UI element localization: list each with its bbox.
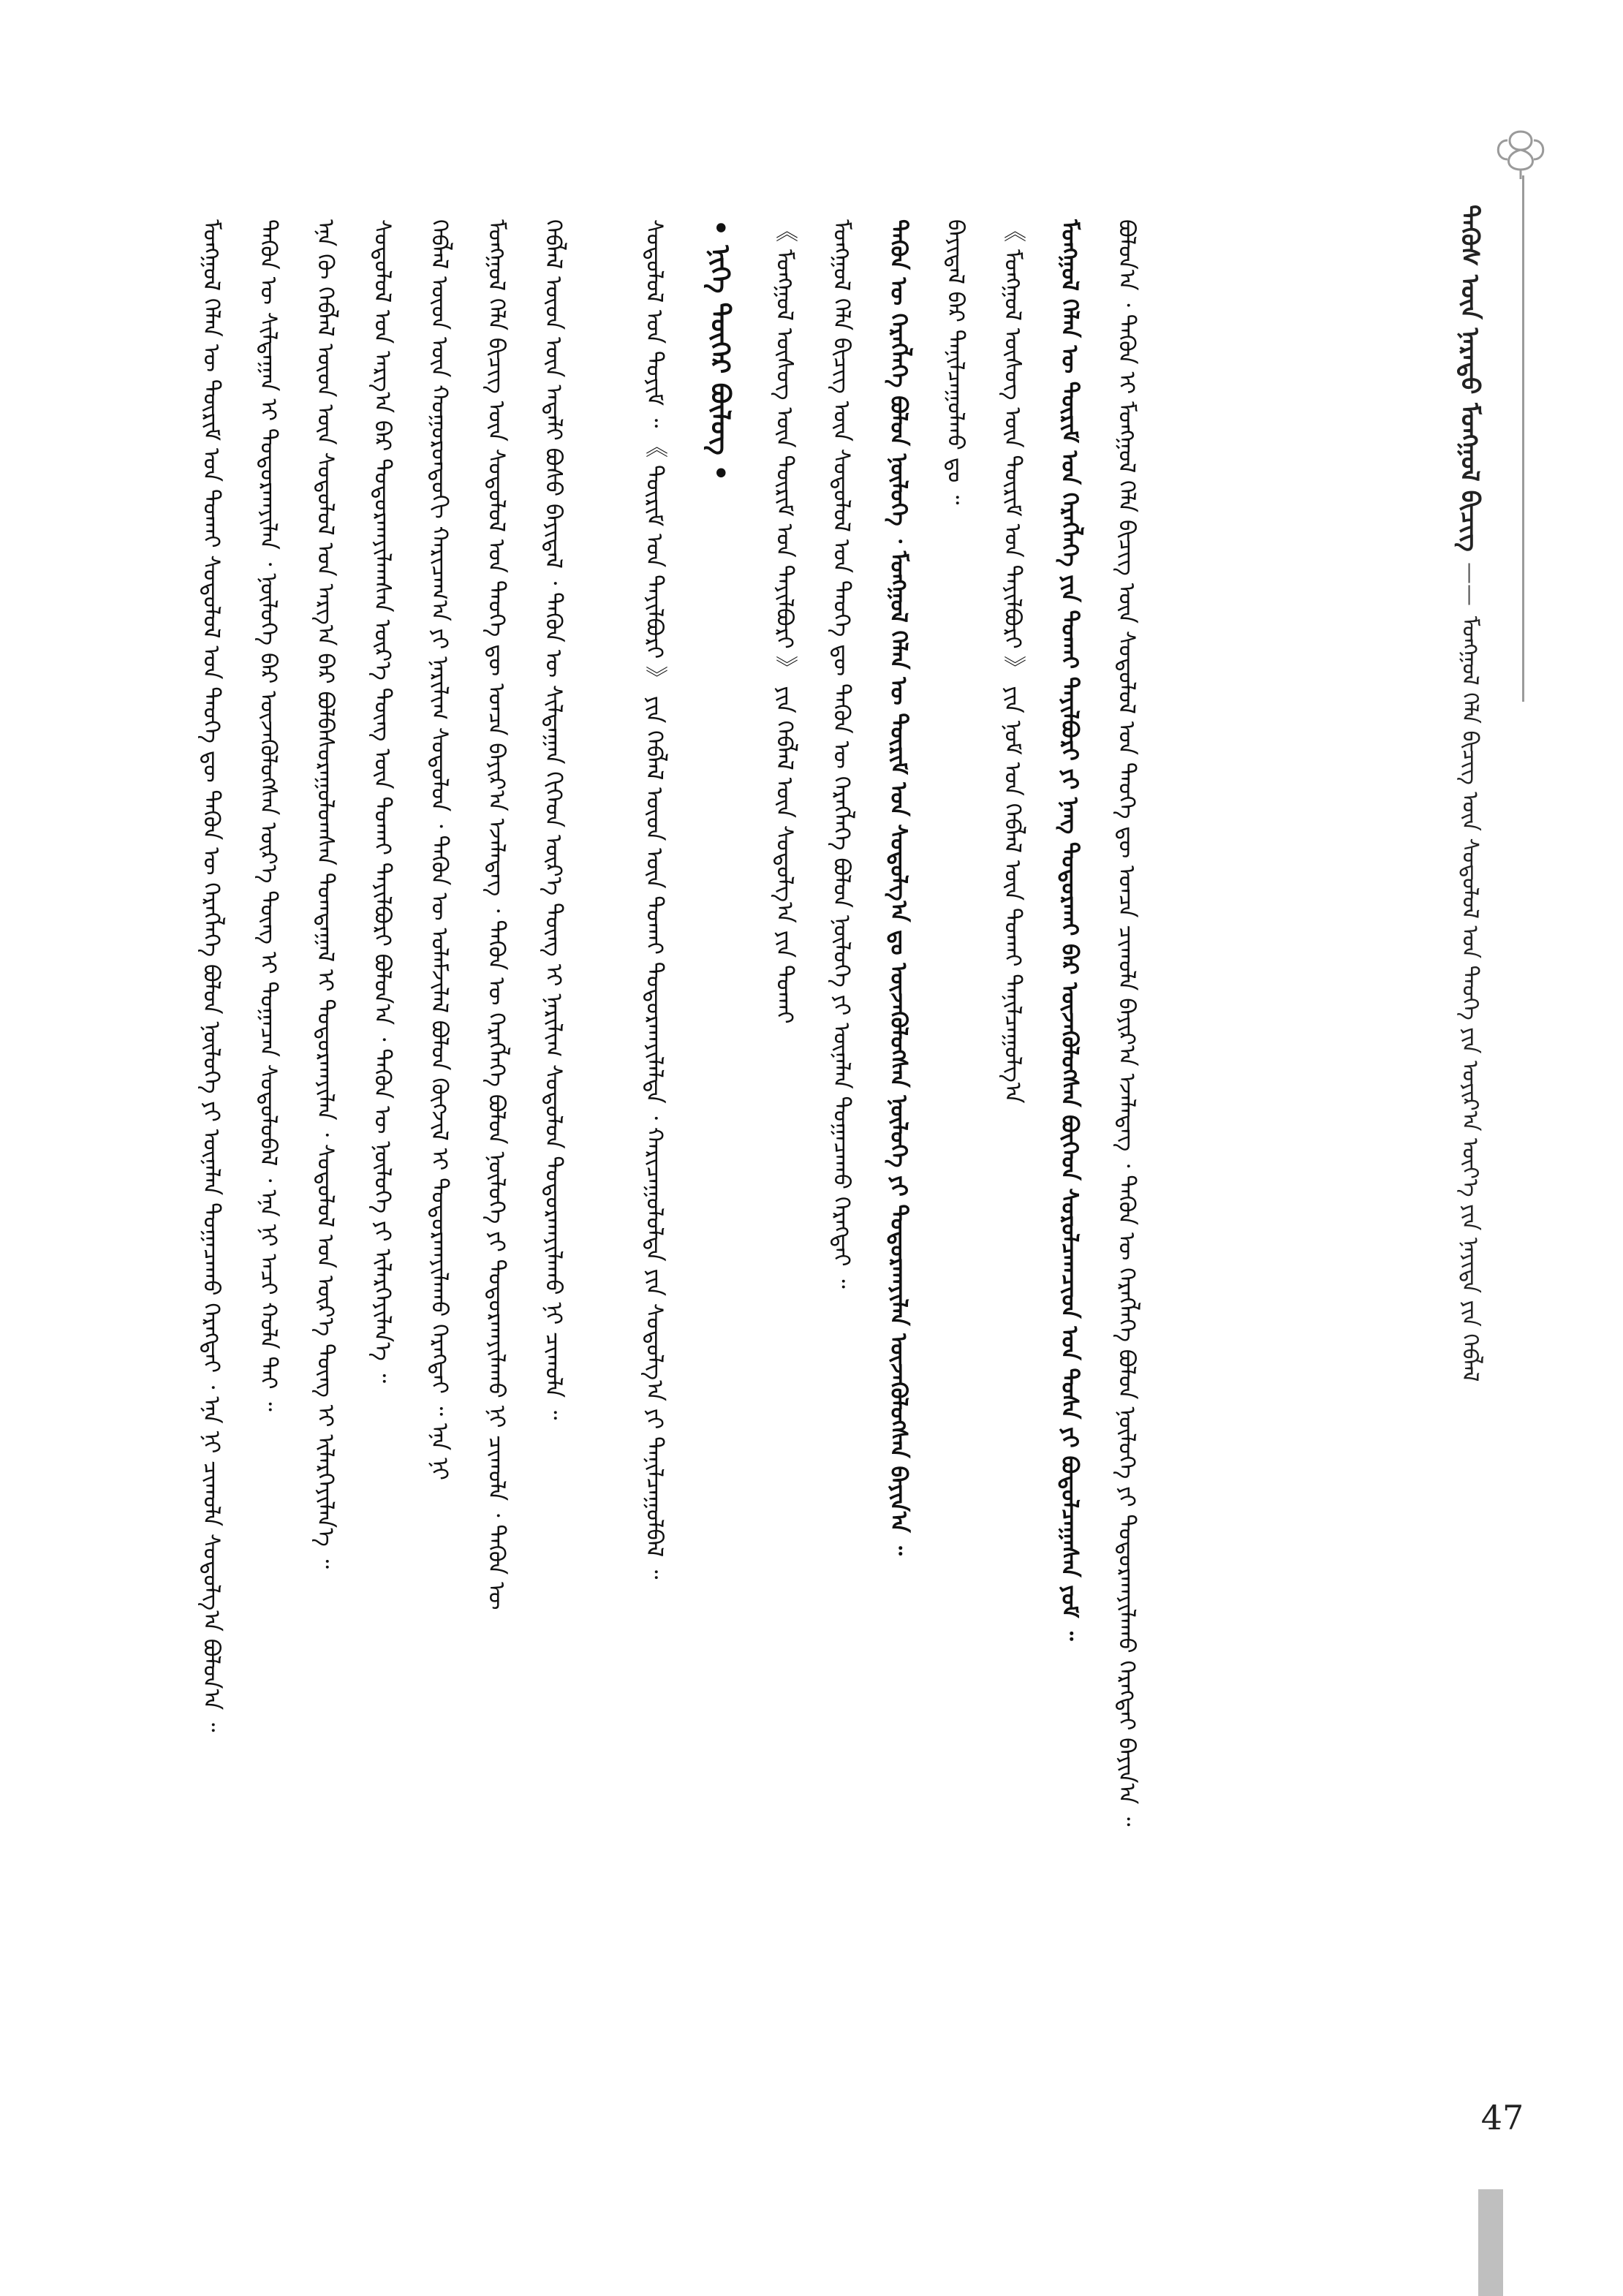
- text-column: ᠬᠡᠪᠯᠡᠯ ᠦᠳ ᠦᠨ ᠬᠣᠭᠣᠷᠤᠨᠳᠤᠬᠢ ᠬᠠᠷᠢᠴᠠᠭ᠎ᠠ ᠶᠢ ᠨᠠᠷᠢᠯᠢᠭ ᠰᠤᠳᠤᠯᠤᠨ ᠂ ᠲᠡᠭᠦᠨ ᠦ ᠤᠯᠠᠮᠵᠢᠯᠠᠯ ᠪᠣᠯᠤᠨ ᠬᠥᠭᠵᠢᠯ ᠢ ᠲᠣᠳᠣᠷᠬᠠᠶᠢᠯᠠᠬᠤ ᠬᠡᠷᠡᠭᠲᠡᠶ ᠃ ᠡᠨᠡ ᠨᠢ: [426, 219, 453, 1480]
- text-column: ᠮᠣᠩᠭᠣᠯ ᠬᠡᠯᠡ ᠪᠢᠴᠢᠭ ᠦᠨ ᠰᠤᠳᠤᠯᠤᠯ ᠤᠨ ᠲᠡᠦᠬᠡ ᠳᠦ ᠲᠡᠭᠦᠨ ᠦ ᠬᠡᠷᠡᠭᠯᠡᠭᠡ ᠪᠣᠯᠤᠨ ᠨᠥᠯᠦᠭᠡ ᠶᠢ ᠦᠨᠡᠯᠡᠨ ᠲᠣᠭᠠᠴᠠᠬᠤ ᠬᠡᠷᠡᠭᠲᠡᠶ ᠃: [828, 219, 855, 1289]
- text-column: ᠮᠣᠩᠭᠣᠯ ᠬᠡᠯᠡ ᠪᠢᠴᠢᠭ ᠦᠨ ᠰᠤᠳᠤᠯᠤᠯ ᠤᠨ ᠲᠡᠦᠬᠡ ᠳᠦ ᠣᠨᠴᠠ ᠪᠠᠶᠢᠷ᠎ᠠ ᠡᠵᠡᠯᠡᠳᠡᠭ ᠂ ᠲᠡᠭᠦᠨ ᠦ ᠬᠡᠷᠡᠭᠯᠡᠭᠡ ᠪᠣᠯᠤᠨ ᠨᠥᠯᠦᠭᠡ ᠶᠢ ᠲᠣᠳᠣᠷᠬᠠᠶᠢᠯᠠᠬᠤ ᠨᠢ ᠴᠢᠬᠤᠯᠠ ᠂ ᠲᠡᠭᠦᠨ ᠦ: [483, 219, 510, 1610]
- text-column: 《 ᠮᠣᠩᠭᠣᠯ ᠦᠰᠦᠭ ᠦᠨ ᠳᠦᠷᠢᠮ ᠤᠨ ᠲᠠᠶᠢᠯᠪᠤᠷᠢ 》 ᠶᠢᠨ ᠬᠡᠪᠯᠡᠯ ᠦᠨ ᠰᠤᠳᠤᠯᠭ᠎ᠠ ᠶᠢᠨ ᠲᠤᠬᠠᠢ: [771, 219, 798, 1024]
- text-column: 《 ᠮᠣᠩᠭᠣᠯ ᠦᠰᠦᠭ ᠦᠨ ᠳᠦᠷᠢᠮ ᠤᠨ ᠲᠠᠶᠢᠯᠪᠤᠷᠢ 》 ᠶᠢᠨ ᠨᠣᠮ ᠤᠨ ᠬᠡᠪᠯᠡᠯ ᠦᠨ ᠲᠤᠬᠠᠢ ᠲᠠᠨᠢᠯᠴᠠᠭᠤᠯᠭ᠎ᠠ: [999, 219, 1026, 1104]
- text-column: ᠡᠨᠡ ᠬᠦ ᠬᠡᠪᠯᠡᠯ ᠦᠳ ᠦᠨ ᠰᠤᠳᠤᠯᠤᠯ ᠤᠨ ᠠᠷᠭ᠎ᠠ ᠪᠠᠷ ᠪᠣᠯᠪᠠᠰᠤᠷᠠᠭᠤᠯᠤᠭᠰᠠᠨ ᠲᠣᠭᠲᠠᠭᠠᠯ ᠢ ᠲᠣᠳᠣᠷᠬᠠᠶᠢᠯᠠᠨ ᠂ ᠰᠤᠳᠤᠯᠤᠯ ᠤᠨ ᠦᠷ᠎ᠡ ᠳᠦᠩ ᠢ ᠢᠯᠡᠷᠬᠡᠶᠢᠯᠡᠨ᠎ᠡ ᠃: [312, 219, 338, 1569]
- section-heading: • ᠨᠢᠭᠡ ᠳᠦᠭᠡᠷ ᠪᠦᠯᠦᠭ •: [705, 219, 735, 482]
- header-rule: [1522, 175, 1524, 702]
- text-column: ᠬᠡᠪᠯᠡᠯ ᠦᠳ ᠦᠨ ᠠᠳᠠᠯᠢ ᠪᠤᠰᠤ ᠪᠠᠶᠢᠳᠠᠯ ᠂ ᠲᠡᠭᠦᠨ ᠦ ᠰᠢᠯᠲᠠᠭᠠᠨ ᠬᠢᠭᠡᠳ ᠦᠷ᠎ᠡ ᠳᠦᠩ ᠢ ᠨᠠᠷᠢᠯᠢᠭ ᠰᠤᠳᠤᠯᠤᠨ ᠲᠣᠳᠣᠷᠬᠠᠶᠢᠯᠠᠬᠤ ᠨᠢ ᠴᠢᠬᠤᠯᠠ ᠃: [540, 219, 567, 1420]
- thumb-tab: [1478, 2189, 1503, 2296]
- text-column: ᠮᠣᠩᠭᠣᠯ ᠬᠡᠯᠡᠨ ᠦ ᠳᠦᠷᠢᠮ ᠤᠨ ᠬᠡᠷᠡᠭᠯᠡᠭᠡ ᠶᠢᠨ ᠲᠤᠬᠠᠢ ᠲᠠᠶᠢᠯᠪᠤᠷᠢ ᠶᠢ ᠨᠡᠩ ᠲᠣᠳᠣᠷᠬᠠᠶ ᠪᠠᠷ ᠦᠵᠡᠭᠦᠯᠦᠭᠰᠡᠨ ᠪᠥᠭᠡᠳ ᠰᠤᠷᠤᠯᠴᠠᠭᠴᠢᠳ ᠤᠨ ᠲᠤᠰᠠ ᠶᠢ ᠪᠣᠳᠣᠯᠴᠠᠭᠠᠰᠠᠨ ᠶᠤᠮ ᠃: [1056, 219, 1083, 1641]
- text-column: ᠮᠣᠩᠭᠣᠯ ᠬᠡᠯᠡᠨ ᠦ ᠳᠦᠷᠢᠮ ᠤᠨ ᠲᠤᠬᠠᠢ ᠰᠤᠳᠤᠯᠤᠯ ᠤᠨ ᠲᠡᠦᠬᠡ ᠳᠦ ᠲᠡᠭᠦᠨ ᠦ ᠬᠡᠷᠡᠭᠯᠡᠭᠡ ᠪᠣᠯᠤᠨ ᠨᠥᠯᠦᠭᠡ ᠶᠢ ᠦᠨᠡᠯᠡᠨ ᠲᠣᠭᠠᠴᠠᠬᠤ ᠬᠡᠷᠡᠭᠲᠡᠶ ᠂ ᠡᠨᠡ ᠨᠢ ᠴᠢᠬᠤᠯᠠ ᠰᠤᠳᠤᠯᠭ᠎ᠠ ᠪᠣᠯᠤᠨ᠎ᠠ ᠃: [198, 219, 224, 1732]
- text-column: ᠲᠡᠭᠦᠨ ᠦ ᠬᠡᠷᠡᠭᠯᠡᠭᠡ ᠪᠣᠯᠤᠨ ᠨᠥᠯᠦᠭᠡ ᠂ ᠮᠣᠩᠭᠣᠯ ᠬᠡᠯᠡᠨ ᠦ ᠳᠦᠷᠢᠮ ᠤᠨ ᠰᠤᠳᠤᠯᠭ᠎ᠠ ᠳᠤ ᠦᠵᠡᠭᠦᠯᠦᠭᠰᠡᠨ ᠨᠥᠯᠦᠭᠡ ᠶᠢ ᠲᠣᠳᠣᠷᠬᠠᠶᠢᠯᠠᠨ ᠦᠵᠡᠭᠦᠯᠦᠭᠰᠡᠨ ᠪᠠᠶᠢᠨ᠎ᠠ ᠃: [885, 219, 912, 1556]
- text-column: ᠪᠠᠶᠢᠳᠠᠯ ᠪᠠᠷ ᠲᠠᠨᠢᠯᠴᠠᠭᠤᠯᠬᠤ ᠳᠤ ᠃: [942, 219, 969, 505]
- header-ornament-icon: [1491, 124, 1550, 314]
- text-column: ᠰᠤᠳᠤᠯᠤᠯ ᠤᠨ ᠲᠣᠶᠢᠮ ᠃ 《 ᠳᠦᠷᠢᠮ ᠤᠨ ᠲᠠᠶᠢᠯᠪᠤᠷᠢ 》 ᠶᠢᠨ ᠬᠡᠪᠯᠡᠯ ᠦᠳ ᠦᠨ ᠲᠤᠬᠠᠢ ᠲᠣᠲᠣᠷᠬᠠᠶᠢᠯᠠᠯᠲᠠ ᠂ ᠬᠠᠷᠢᠴᠠᠭᠤᠯᠤᠯᠲᠠ ᠶᠢᠨ ᠰᠤᠳᠤᠯᠭ᠎ᠠ ᠶᠢ ᠲᠠᠨᠢᠯᠴᠠᠭᠤᠯᠪᠠᠯ ᠃: [641, 219, 667, 1580]
- header-subtitle: ᠮᠣᠩᠭᠣᠯ ᠬᠡᠯᠡ ᠪᠢᠴᠢᠭ ᠦᠨ ᠰᠤᠳᠤᠯᠤᠯ ᠤᠨ ᠲᠡᠦᠬᠡ ᠶᠢᠨ ᠣᠶᠢᠷ᠎ᠠ ᠦᠶ᠎ᠡ ᠶᠢᠨ ᠨᠡᠶᠢᠲᠡ ᠶᠢᠨ ᠬᠡᠪᠯᠡᠯ: [1457, 615, 1483, 1382]
- page-body: [183, 219, 1426, 2164]
- text-column: ᠰᠤᠳᠤᠯᠤᠯ ᠤᠨ ᠠᠷᠭ᠎ᠠ ᠪᠠᠷ ᠲᠣᠳᠣᠷᠬᠠᠶᠢᠯᠠᠭᠰᠠᠨ ᠦᠷ᠎ᠡ ᠳᠦᠩ ᠦᠨ ᠲᠤᠬᠠᠢ ᠲᠠᠶᠢᠯᠪᠤᠷᠢ ᠪᠣᠯᠤᠨ᠎ᠠ ᠂ ᠲᠡᠭᠦᠨ ᠦ ᠨᠥᠯᠦᠭᠡ ᠶᠢ ᠢᠯᠡᠷᠬᠡᠶᠢᠯᠡᠨ᠎ᠡ ᠃: [369, 219, 396, 1384]
- text-column: ᠲᠡᠭᠦᠨ ᠦ ᠰᠢᠯᠲᠠᠭᠠᠨ ᠢ ᠲᠣᠳᠣᠷᠬᠠᠶᠢᠯᠠᠨ ᠂ ᠨᠥᠯᠦᠭᠡ ᠪᠠᠷ ᠦᠵᠡᠭᠦᠯᠦᠭᠰᠡᠨ ᠦᠷ᠎ᠡ ᠳᠦᠩ ᠢ ᠲᠣᠭᠠᠴᠠᠨ ᠰᠤᠳᠤᠯᠤᠪᠠᠯ ᠂ ᠡᠨᠡ ᠨᠢ ᠠᠴᠢ ᠬᠤᠯᠠ ᠲᠠᠶ ᠃: [255, 219, 281, 1412]
- page-number: 47: [1480, 2098, 1524, 2137]
- running-header: [1455, 205, 1484, 1813]
- header-separator: ——: [1457, 561, 1483, 606]
- text-column: ᠪᠣᠯᠤᠨ᠎ᠠ ᠂ ᠲᠡᠭᠦᠨ ᠢ ᠮᠣᠩᠭᠣᠯ ᠬᠡᠯᠡ ᠪᠢᠴᠢᠭ ᠦᠨ ᠰᠤᠳᠤᠯᠤᠯ ᠤᠨ ᠲᠡᠦᠬᠡ ᠳᠦ ᠣᠨᠴᠠ ᠴᠢᠬᠤᠯᠠ ᠪᠠᠶᠢᠷ᠎ᠠ ᠡᠵᠡᠯᠡᠳᠡᠭ ᠂ ᠲᠡᠭᠦᠨ ᠦ ᠬᠡᠷᠡᠭᠯᠡᠭᠡ ᠪᠣᠯᠤᠨ ᠨᠥᠯᠦᠭᠡ ᠶᠢ ᠲᠣᠳᠣᠷᠬᠠᠶᠢᠯᠠᠬᠤ ᠬᠡᠷᠡᠭᠲᠡᠶ ᠪᠠᠶᠢᠨ᠎ᠠ ᠃: [1113, 219, 1140, 1827]
- chapter-title: ᠲᠡᠭᠦᠰ ᠦᠨ ᠨᠡᠷᠡᠲᠦ ᠮᠣᠩᠭᠣᠯ ᠪᠢᠴᠢᠭ: [1455, 205, 1484, 552]
